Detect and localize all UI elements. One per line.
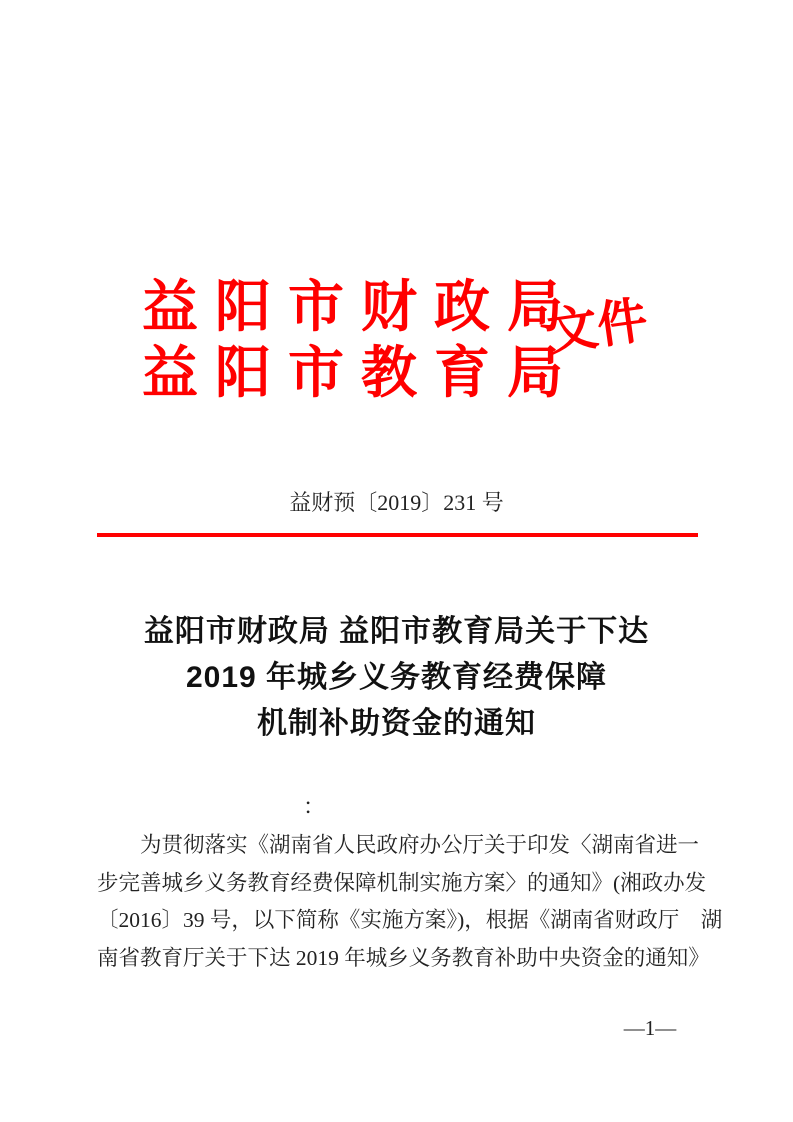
addressee-colon: ： [303, 794, 326, 819]
body-paragraph [97, 827, 723, 977]
page-number: —1— [623, 1016, 677, 1040]
title-line-1: 益阳市财政局 益阳市教育局关于下达 [143, 615, 650, 648]
doc-type-label: 文件 [544, 291, 651, 362]
title-line-2: 2019 年城乡义务教育经费保障 [185, 661, 608, 694]
document-title [0, 609, 793, 747]
agency-masthead [142, 274, 580, 406]
body-line-1: 为贯彻落实《湖南省人民政府办公厅关于印发〈湖南省进一 [140, 833, 700, 857]
body-line-4: 南省教育厅关于下达 2019 年城乡义务教育补助中央资金的通知》 [97, 945, 710, 970]
agency-name-line1: 益阳市财政局 [142, 275, 580, 338]
agency-name-line2: 益阳市教育局 [142, 341, 580, 404]
body-line-2: 步完善城乡义务教育经费保障机制实施方案〉的通知》(湘政办发 [97, 870, 707, 895]
red-separator-rule [97, 533, 698, 537]
body-line-3: 〔2016〕39 号，以下简称《实施方案》)，根据《湖南省财政厅 湖 [97, 908, 723, 932]
title-line-3: 机制补助资金的通知 [257, 707, 536, 740]
doc-number: 益财预〔2019〕231 号 [289, 490, 504, 515]
addressee-line [97, 789, 697, 825]
